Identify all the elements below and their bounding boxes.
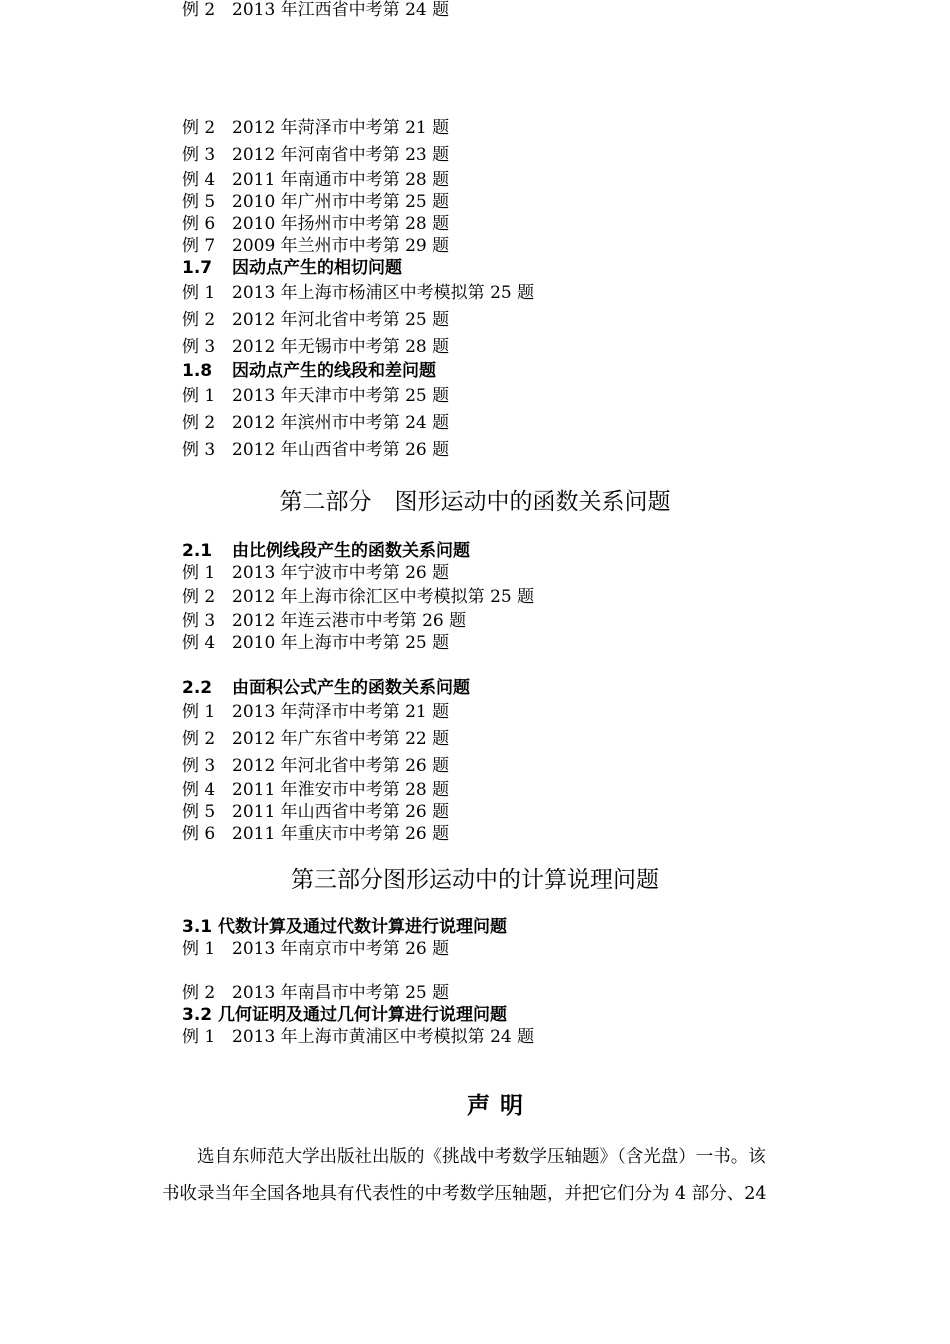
- statement-paragraph-line-1: 选自东师范大学出版社出版的《挑战中考数学压轴题》（含光盘）一书。该: [162, 1147, 766, 1167]
- example-source: 2011 年重庆市中考第 26 题: [232, 824, 450, 844]
- example-source: 2011 年南通市中考第 28 题: [232, 170, 450, 190]
- example-label: 例 3: [182, 611, 216, 631]
- example-source: 2012 年山西省中考第 26 题: [232, 440, 450, 460]
- example-label: 例 2: [182, 0, 216, 20]
- example-item: [182, 413, 449, 433]
- example-item: [182, 0, 449, 20]
- part-title: 第二部分 图形运动中的函数关系问题: [279, 489, 671, 515]
- section-heading: [182, 258, 402, 278]
- section-heading: [182, 678, 470, 698]
- example-item: [182, 611, 466, 631]
- example-source: 2010 年上海市中考第 25 题: [232, 633, 450, 653]
- example-label: 例 2: [182, 118, 216, 138]
- example-label: 例 4: [182, 633, 216, 653]
- example-source: 2013 年菏泽市中考第 21 题: [232, 702, 450, 722]
- example-item: [182, 310, 449, 330]
- example-source: 2013 年上海市杨浦区中考模拟第 25 题: [232, 283, 535, 303]
- example-source: 2013 年南昌市中考第 25 题: [232, 983, 450, 1003]
- example-item: [182, 192, 449, 212]
- example-item: [182, 824, 449, 844]
- example-label: 例 1: [182, 283, 216, 303]
- example-source: 2012 年菏泽市中考第 21 题: [232, 118, 450, 138]
- example-label: 例 7: [182, 236, 216, 256]
- example-label: 例 5: [182, 802, 216, 822]
- section-title: 3.1 代数计算及通过代数计算进行说理问题: [182, 917, 508, 937]
- section-number: 2.1: [182, 541, 213, 561]
- example-source: 2012 年滨州市中考第 24 题: [232, 413, 450, 433]
- example-source: 2011 年淮安市中考第 28 题: [232, 780, 450, 800]
- example-label: 例 1: [182, 386, 216, 406]
- example-item: [182, 236, 449, 256]
- example-item: [182, 702, 449, 722]
- example-label: 例 3: [182, 337, 216, 357]
- example-item: [182, 440, 449, 460]
- example-label: 例 4: [182, 780, 216, 800]
- example-source: 2013 年天津市中考第 25 题: [232, 386, 450, 406]
- example-item: [182, 780, 449, 800]
- example-label: 例 3: [182, 145, 216, 165]
- example-source: 2012 年无锡市中考第 28 题: [232, 337, 450, 357]
- statement-title: 声明: [467, 1093, 533, 1119]
- example-item: [182, 337, 449, 357]
- section-title: 3.2 几何证明及通过几何计算进行说理问题: [182, 1005, 508, 1025]
- example-item: [182, 939, 449, 959]
- example-source: 2012 年上海市徐汇区中考模拟第 25 题: [232, 587, 535, 607]
- example-source: 2012 年连云港市中考第 26 题: [232, 611, 467, 631]
- section-heading: [182, 917, 507, 937]
- example-label: 例 1: [182, 563, 216, 583]
- example-item: [182, 170, 449, 190]
- example-source: 2013 年南京市中考第 26 题: [232, 939, 450, 959]
- example-source: 2013 年上海市黄浦区中考模拟第 24 题: [232, 1027, 535, 1047]
- example-label: 例 5: [182, 192, 216, 212]
- example-item: [182, 633, 449, 653]
- example-item: [182, 283, 534, 303]
- section-heading: [182, 541, 470, 561]
- example-item: [182, 145, 449, 165]
- section-title: 因动点产生的相切问题: [232, 258, 402, 278]
- example-item: [182, 1027, 534, 1047]
- section-number: 2.2: [182, 678, 213, 698]
- example-source: 2012 年河南省中考第 23 题: [232, 145, 450, 165]
- section-title: 因动点产生的线段和差问题: [232, 361, 436, 381]
- example-label: 例 3: [182, 440, 216, 460]
- example-label: 例 1: [182, 1027, 216, 1047]
- example-source: 2011 年山西省中考第 26 题: [232, 802, 450, 822]
- example-item: [182, 563, 449, 583]
- part-title: 第三部分图形运动中的计算说理问题: [291, 867, 659, 893]
- example-source: 2012 年河北省中考第 25 题: [232, 310, 450, 330]
- example-source: 2013 年江西省中考第 24 题: [232, 0, 450, 20]
- example-label: 例 2: [182, 983, 216, 1003]
- statement-paragraph-line-2: 书收录当年全国各地具有代表性的中考数学压轴题，并把它们分为 4 部分、24: [162, 1184, 767, 1204]
- section-title: 由比例线段产生的函数关系问题: [232, 541, 470, 561]
- example-source: 2012 年河北省中考第 26 题: [232, 756, 450, 776]
- example-label: 例 3: [182, 756, 216, 776]
- section-number: 1.8: [182, 361, 213, 381]
- example-label: 例 2: [182, 729, 216, 749]
- example-source: 2009 年兰州市中考第 29 题: [232, 236, 450, 256]
- example-source: 2012 年广东省中考第 22 题: [232, 729, 450, 749]
- example-item: [182, 756, 449, 776]
- example-label: 例 2: [182, 587, 216, 607]
- example-source: 2010 年广州市中考第 25 题: [232, 192, 450, 212]
- example-label: 例 6: [182, 214, 216, 234]
- example-item: [182, 214, 449, 234]
- example-item: [182, 587, 534, 607]
- example-item: [182, 983, 449, 1003]
- example-label: 例 1: [182, 939, 216, 959]
- example-label: 例 6: [182, 824, 216, 844]
- example-label: 例 2: [182, 413, 216, 433]
- example-label: 例 2: [182, 310, 216, 330]
- example-label: 例 4: [182, 170, 216, 190]
- example-item: [182, 386, 449, 406]
- example-item: [182, 118, 449, 138]
- section-heading: [182, 361, 436, 381]
- example-label: 例 1: [182, 702, 216, 722]
- section-title: 由面积公式产生的函数关系问题: [232, 678, 470, 698]
- section-heading: [182, 1005, 507, 1025]
- section-number: 1.7: [182, 258, 213, 278]
- example-item: [182, 802, 449, 822]
- example-source: 2010 年扬州市中考第 28 题: [232, 214, 450, 234]
- example-source: 2013 年宁波市中考第 26 题: [232, 563, 450, 583]
- example-item: [182, 729, 449, 749]
